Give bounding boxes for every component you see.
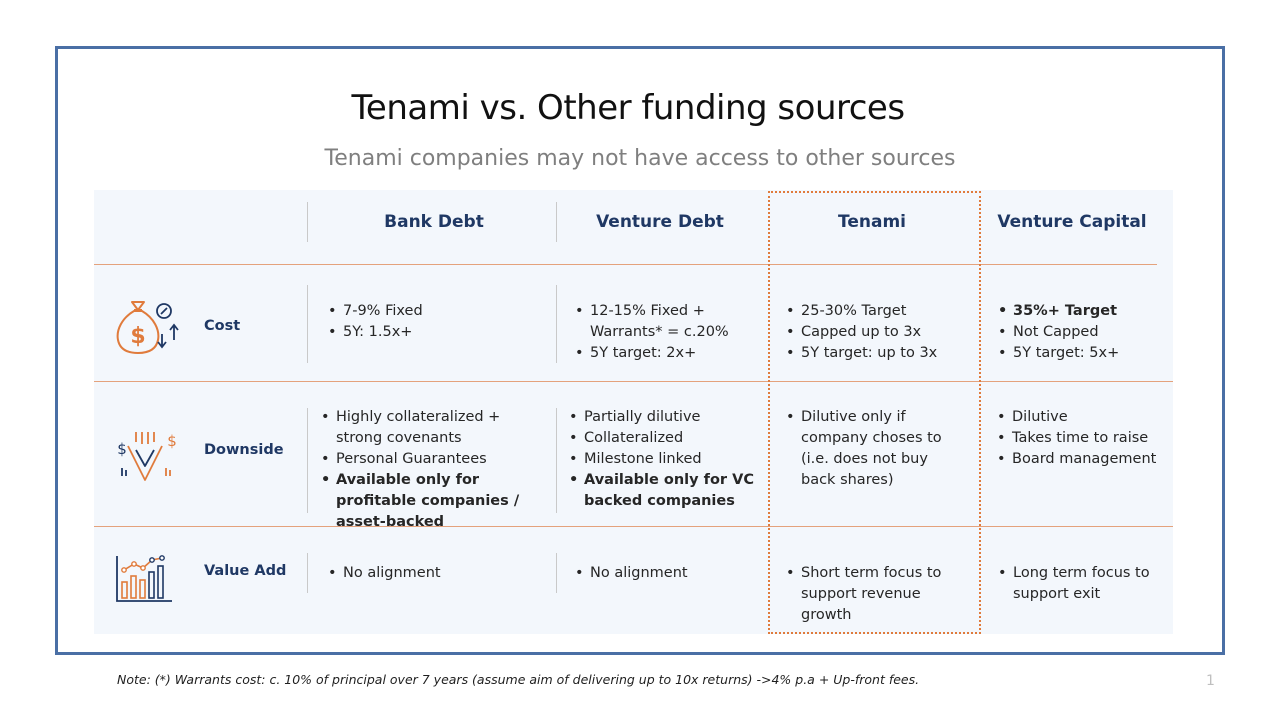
cell-downside-bank-debt xyxy=(320,407,550,533)
list-item: • 5Y target: 5x+ xyxy=(997,343,1167,364)
list-item: • Partially dilutive xyxy=(568,407,758,428)
column-separator xyxy=(307,202,308,242)
cell-value-add-bank-debt xyxy=(327,563,547,584)
list-item: • 5Y target: 2x+ xyxy=(574,343,759,364)
footnote: Note: (*) Warrants cost: c. 10% of principal over 7 years (assume aim of delivering up to 10x returns) ->4% p.a + Up-front fees. xyxy=(117,672,920,687)
list-item: • Not Capped xyxy=(997,322,1167,343)
list-item: • 12-15% Fixed + Warrants* = c.20% xyxy=(574,301,759,343)
column-separator xyxy=(307,553,308,593)
cell-value-add-venture-capital xyxy=(997,563,1162,605)
cell-cost-bank-debt xyxy=(327,301,547,343)
list-item: • 35%+ Target xyxy=(997,301,1167,322)
row-separator xyxy=(94,381,1173,382)
cell-cost-tenami xyxy=(785,301,970,364)
cell-downside-venture-capital xyxy=(996,407,1171,470)
list-item: • No alignment xyxy=(327,563,547,584)
cell-value-add-tenami xyxy=(785,563,960,626)
list-item: • Board management xyxy=(996,449,1171,470)
list-item: • 5Y target: up to 3x xyxy=(785,343,970,364)
list-item: • 5Y: 1.5x+ xyxy=(327,322,547,343)
cell-cost-venture-capital xyxy=(997,301,1167,364)
downside-arrow-icon xyxy=(114,428,180,486)
slide-title: Tenami vs. Other funding sources xyxy=(351,88,905,128)
row-label-downside: Downside xyxy=(204,442,284,458)
list-item: • Milestone linked xyxy=(568,449,758,470)
slide-subtitle: Tenami companies may not have access to other sources xyxy=(324,146,956,171)
list-item: • No alignment xyxy=(574,563,759,584)
page-number: 1 xyxy=(1206,673,1215,689)
cell-downside-venture-debt xyxy=(568,407,758,512)
column-header-venture-debt: Venture Debt xyxy=(596,212,724,232)
column-header-bank-debt: Bank Debt xyxy=(384,212,484,232)
cell-value-add-venture-debt xyxy=(574,563,759,584)
list-item: • Collateralized xyxy=(568,428,758,449)
column-separator xyxy=(556,553,557,593)
svg-text:$: $ xyxy=(117,440,127,458)
cell-downside-tenami xyxy=(785,407,960,491)
list-item: • 25-30% Target xyxy=(785,301,970,322)
list-item: • Long term focus to support exit xyxy=(997,563,1162,605)
column-separator xyxy=(556,202,557,242)
money-bag-icon xyxy=(114,296,186,360)
list-item: • Available only for profitable companies / asset-backed xyxy=(320,470,550,533)
column-separator xyxy=(556,408,557,513)
header-separator xyxy=(94,264,1157,265)
column-separator xyxy=(556,285,557,363)
list-item: • 7-9% Fixed xyxy=(327,301,547,322)
cell-cost-venture-debt xyxy=(574,301,759,364)
row-separator xyxy=(94,526,1173,527)
svg-text:$: $ xyxy=(130,324,146,349)
list-item: • Takes time to raise xyxy=(996,428,1171,449)
list-item: • Capped up to 3x xyxy=(785,322,970,343)
column-header-venture-capital: Venture Capital xyxy=(997,212,1147,232)
list-item: • Personal Guarantees xyxy=(320,449,550,470)
column-separator xyxy=(307,285,308,363)
list-item: • Short term focus to support revenue growth xyxy=(785,563,960,626)
list-item: • Dilutive only if company choses to (i.e. does not buy back shares) xyxy=(785,407,960,491)
svg-text:$: $ xyxy=(167,432,177,450)
row-label-cost: Cost xyxy=(204,318,241,334)
row-label-value-add: Value Add xyxy=(204,563,287,579)
list-item: • Highly collateralized + strong covenants xyxy=(320,407,550,449)
column-header-tenami: Tenami xyxy=(838,212,906,232)
column-separator xyxy=(307,408,308,513)
growth-chart-icon xyxy=(114,554,174,608)
list-item: • Dilutive xyxy=(996,407,1171,428)
list-item: • Available only for VC backed companies xyxy=(568,470,758,512)
